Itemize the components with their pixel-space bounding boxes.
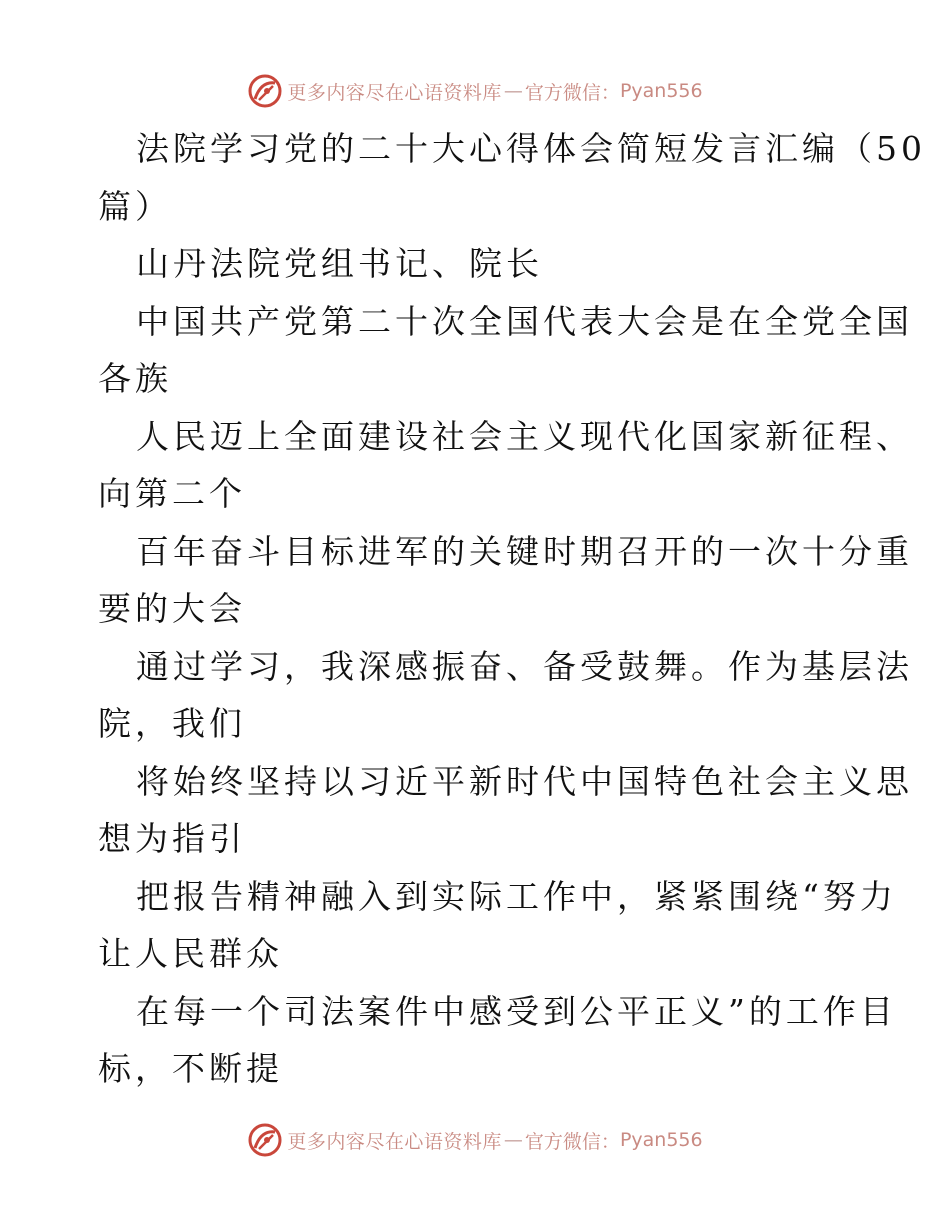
paragraph-2: [98, 235, 858, 293]
watermark-wechat-label: 官方微信：: [524, 1130, 620, 1153]
paragraph-1: [98, 120, 926, 235]
paragraph-line-rest: 要的大会: [98, 589, 246, 628]
paragraph-4: [98, 408, 913, 523]
brand-logo-icon: [247, 1122, 283, 1158]
paragraph-5: [98, 523, 913, 638]
paragraph-9: [98, 983, 897, 1098]
paragraph-line-first: 人民迈上全面建设社会主义现代化国家新征程、: [136, 416, 913, 456]
paragraph-line-rest: 篇）: [98, 186, 172, 226]
paragraph-line-first: 法院学习党的二十大心得体会简短发言汇编（50: [136, 129, 926, 168]
paragraph-line-first: 中国共产党第二十次全国代表大会是在全党全国: [136, 301, 913, 341]
watermark-wechat-id: Pyan556: [619, 80, 703, 102]
watermark-brand: 更多内容尽在心语资料库: [287, 1130, 502, 1153]
paragraph-line-first: 百年奋斗目标进军的关键时期召开的一次十分重: [136, 531, 913, 571]
watermark-dash: —: [503, 1129, 523, 1151]
footer-watermark: [0, 1120, 950, 1160]
paragraph-line-rest: 标，不断提: [98, 1049, 283, 1088]
document-body: [98, 120, 926, 1098]
paragraph-line-first: 把报告精神融入到实际工作中，紧紧围绕“努力: [136, 876, 897, 916]
watermark-dash: —: [503, 80, 523, 102]
paragraph-7: [98, 753, 913, 868]
paragraph-8: [98, 868, 897, 983]
paragraph-6: [98, 638, 913, 753]
watermark-wechat-id: Pyan556: [619, 1129, 703, 1151]
paragraph-3: [98, 293, 913, 408]
paragraph-line-first: 将始终坚持以习近平新时代中国特色社会主义思: [136, 761, 913, 801]
watermark-wechat-label: 官方微信：: [524, 81, 620, 104]
watermark-brand: 更多内容尽在心语资料库: [287, 81, 502, 104]
paragraph-line-rest: 院，我们: [98, 704, 246, 743]
paragraph-line-rest: 各族: [98, 359, 172, 398]
brand-logo-icon: [247, 73, 283, 109]
paragraph-line-rest: 想为指引: [98, 819, 246, 858]
paragraph-line-first: 通过学习，我深感振奋、备受鼓舞。作为基层法: [136, 646, 913, 686]
paragraph-line-first: 在每一个司法案件中感受到公平正义”的工作目: [136, 991, 897, 1031]
paragraph-line-rest: 让人民群众: [98, 934, 283, 973]
header-watermark: [0, 71, 950, 111]
paragraph-line-rest: 向第二个: [98, 474, 246, 513]
paragraph-line-first: 山丹法院党组书记、院长: [136, 244, 543, 283]
